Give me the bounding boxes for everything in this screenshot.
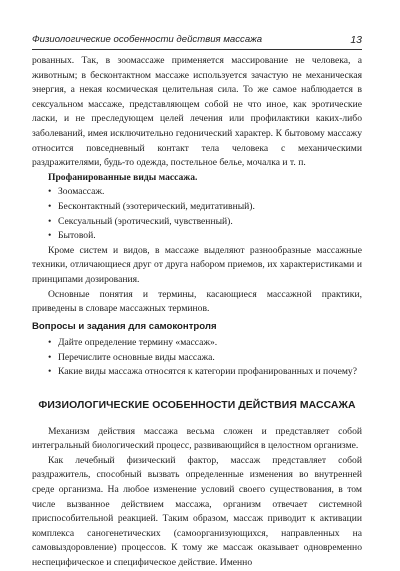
list-item: • Бесконтактный (эзотерический, медитативный). xyxy=(32,200,362,215)
self-control-list xyxy=(32,336,362,380)
question-item: • Перечислите основные виды массажа. xyxy=(32,351,362,366)
section-paragraph: Как лечебный физический фактор, массаж представляет собой раздражитель, способный вызвать определенные изменения во внутренней среде организма. На любое изменение условий своего существования, в том числе вызванное действием массажа, организм отвечает системной приспособительной реакцией. Таким образом, массаж приводит к активации комплекса саногенетических (самоорганизующихся, направленных на самовыздоровление) процессов. К тому же массаж оказывает одновременно неспецифическое и специфическое действие. Именно xyxy=(32,454,362,568)
section-heading: ФИЗИОЛОГИЧЕСКИЕ ОСОБЕННОСТИ ДЕЙСТВИЯ МАССАЖА xyxy=(38,400,356,412)
question-item: • Какие виды массажа относятся к категории профанированных и почему? xyxy=(32,365,362,380)
terms-paragraph: Основные понятия и термины, касающиеся массажной практики, приведены в словаре массажных терминов. xyxy=(32,288,362,315)
section-paragraph: Механизм действия массажа весьма сложен и представляет собой интегральный биологический процесс, развивающийся в целостном организме. xyxy=(32,425,362,452)
running-title: Физиологические особенности действия массажа xyxy=(32,34,263,45)
header-rule xyxy=(32,49,362,50)
profaned-list xyxy=(32,185,362,243)
list-item: • Сексуальный (эротический, чувственный). xyxy=(32,215,362,230)
page-body xyxy=(32,54,362,571)
self-control-heading: Вопросы и задания для самоконтроля xyxy=(32,320,217,332)
list-item: • Зоомассаж. xyxy=(32,185,362,200)
question-item: • Дайте определение термину «массаж». xyxy=(32,336,362,351)
running-header xyxy=(32,32,362,48)
intro-paragraph: рованных. Так, в зоомассаже применяется массирование не человека, а животным; в бесконтактном массаже используется зачастую не механическая энергия, а некая космическая целительная сила. То же самое наблюдается в сексуальном массаже, представляющем собой не что иное, как эротические ласки, и не преследующем целей лечения или профилактики каких-либо заболеваний, имея исключительно гедонический характер. К бытовому массажу относится повседневный контакт тела человека с механическими раздражителями, будь-то одежда, постельное белье, мочалка и т. п. xyxy=(32,55,362,169)
techniques-paragraph: Кроме систем и видов, в массаже выделяют разнообразные массажные техники, отличающиеся друг от друга набором приемов, их характеристиками и принципами дозирования. xyxy=(32,244,362,285)
profaned-heading: Профанированные виды массажа. xyxy=(48,171,198,183)
list-item: • Бытовой. xyxy=(32,229,362,244)
page-number: 13 xyxy=(350,34,362,46)
